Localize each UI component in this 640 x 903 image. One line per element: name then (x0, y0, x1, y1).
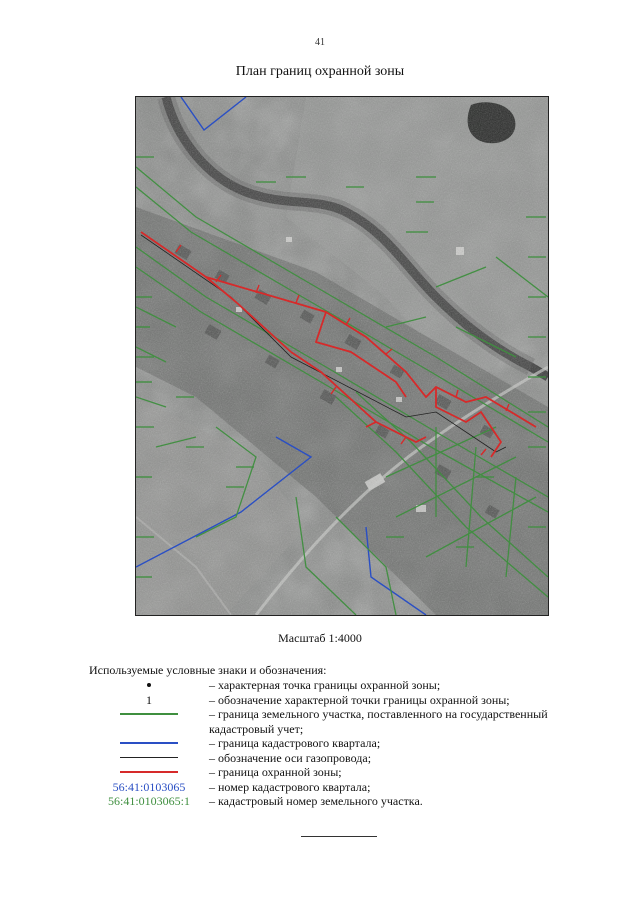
aerial-map (135, 96, 549, 616)
red-line-icon (120, 771, 178, 773)
black-line-icon (120, 757, 178, 758)
page-number: 41 (315, 37, 325, 48)
boundary-point-dot-icon (147, 683, 151, 687)
legend-text: – кадастровый номер земельного участка. (209, 794, 423, 808)
legend-row-parcel-number (89, 794, 609, 809)
green-line-icon (120, 713, 178, 715)
legend-row-protection-zone (89, 765, 609, 780)
legend (89, 678, 609, 809)
legend-row-quarter-number (89, 780, 609, 795)
legend-row-point-label (89, 693, 609, 708)
legend-row-parcel-boundary (89, 707, 609, 736)
legend-row-boundary-point (89, 678, 609, 693)
legend-text: – граница земельного участка, поставленного на государственный кадастровый учет; (209, 707, 548, 736)
legend-heading: Используемые условные знаки и обозначения: (89, 663, 327, 677)
parcel-number-sample: 56:41:0103065:1 (107, 794, 190, 808)
blue-line-icon (120, 742, 178, 744)
point-label-sample: 1 (146, 692, 152, 707)
legend-text: – обозначение оси газопровода; (209, 750, 372, 765)
map-scale: Масштаб 1:4000 (278, 631, 362, 645)
page-title: План границ охранной зоны (235, 64, 405, 79)
bottom-rule (301, 836, 377, 837)
legend-text: – граница кадастрового квартала; (209, 736, 381, 750)
legend-row-gas-axis (89, 751, 609, 766)
legend-text: – обозначение характерной точки границы охранной зоны; (209, 692, 510, 707)
quarter-number-sample: 56:41:0103065 (112, 779, 186, 794)
legend-text: – характерная точка границы охранной зоны; (209, 678, 441, 692)
legend-row-quarter-boundary (89, 736, 609, 751)
legend-text: – номер кадастрового квартала; (209, 779, 371, 794)
legend-text: – граница охранной зоны; (209, 765, 342, 779)
